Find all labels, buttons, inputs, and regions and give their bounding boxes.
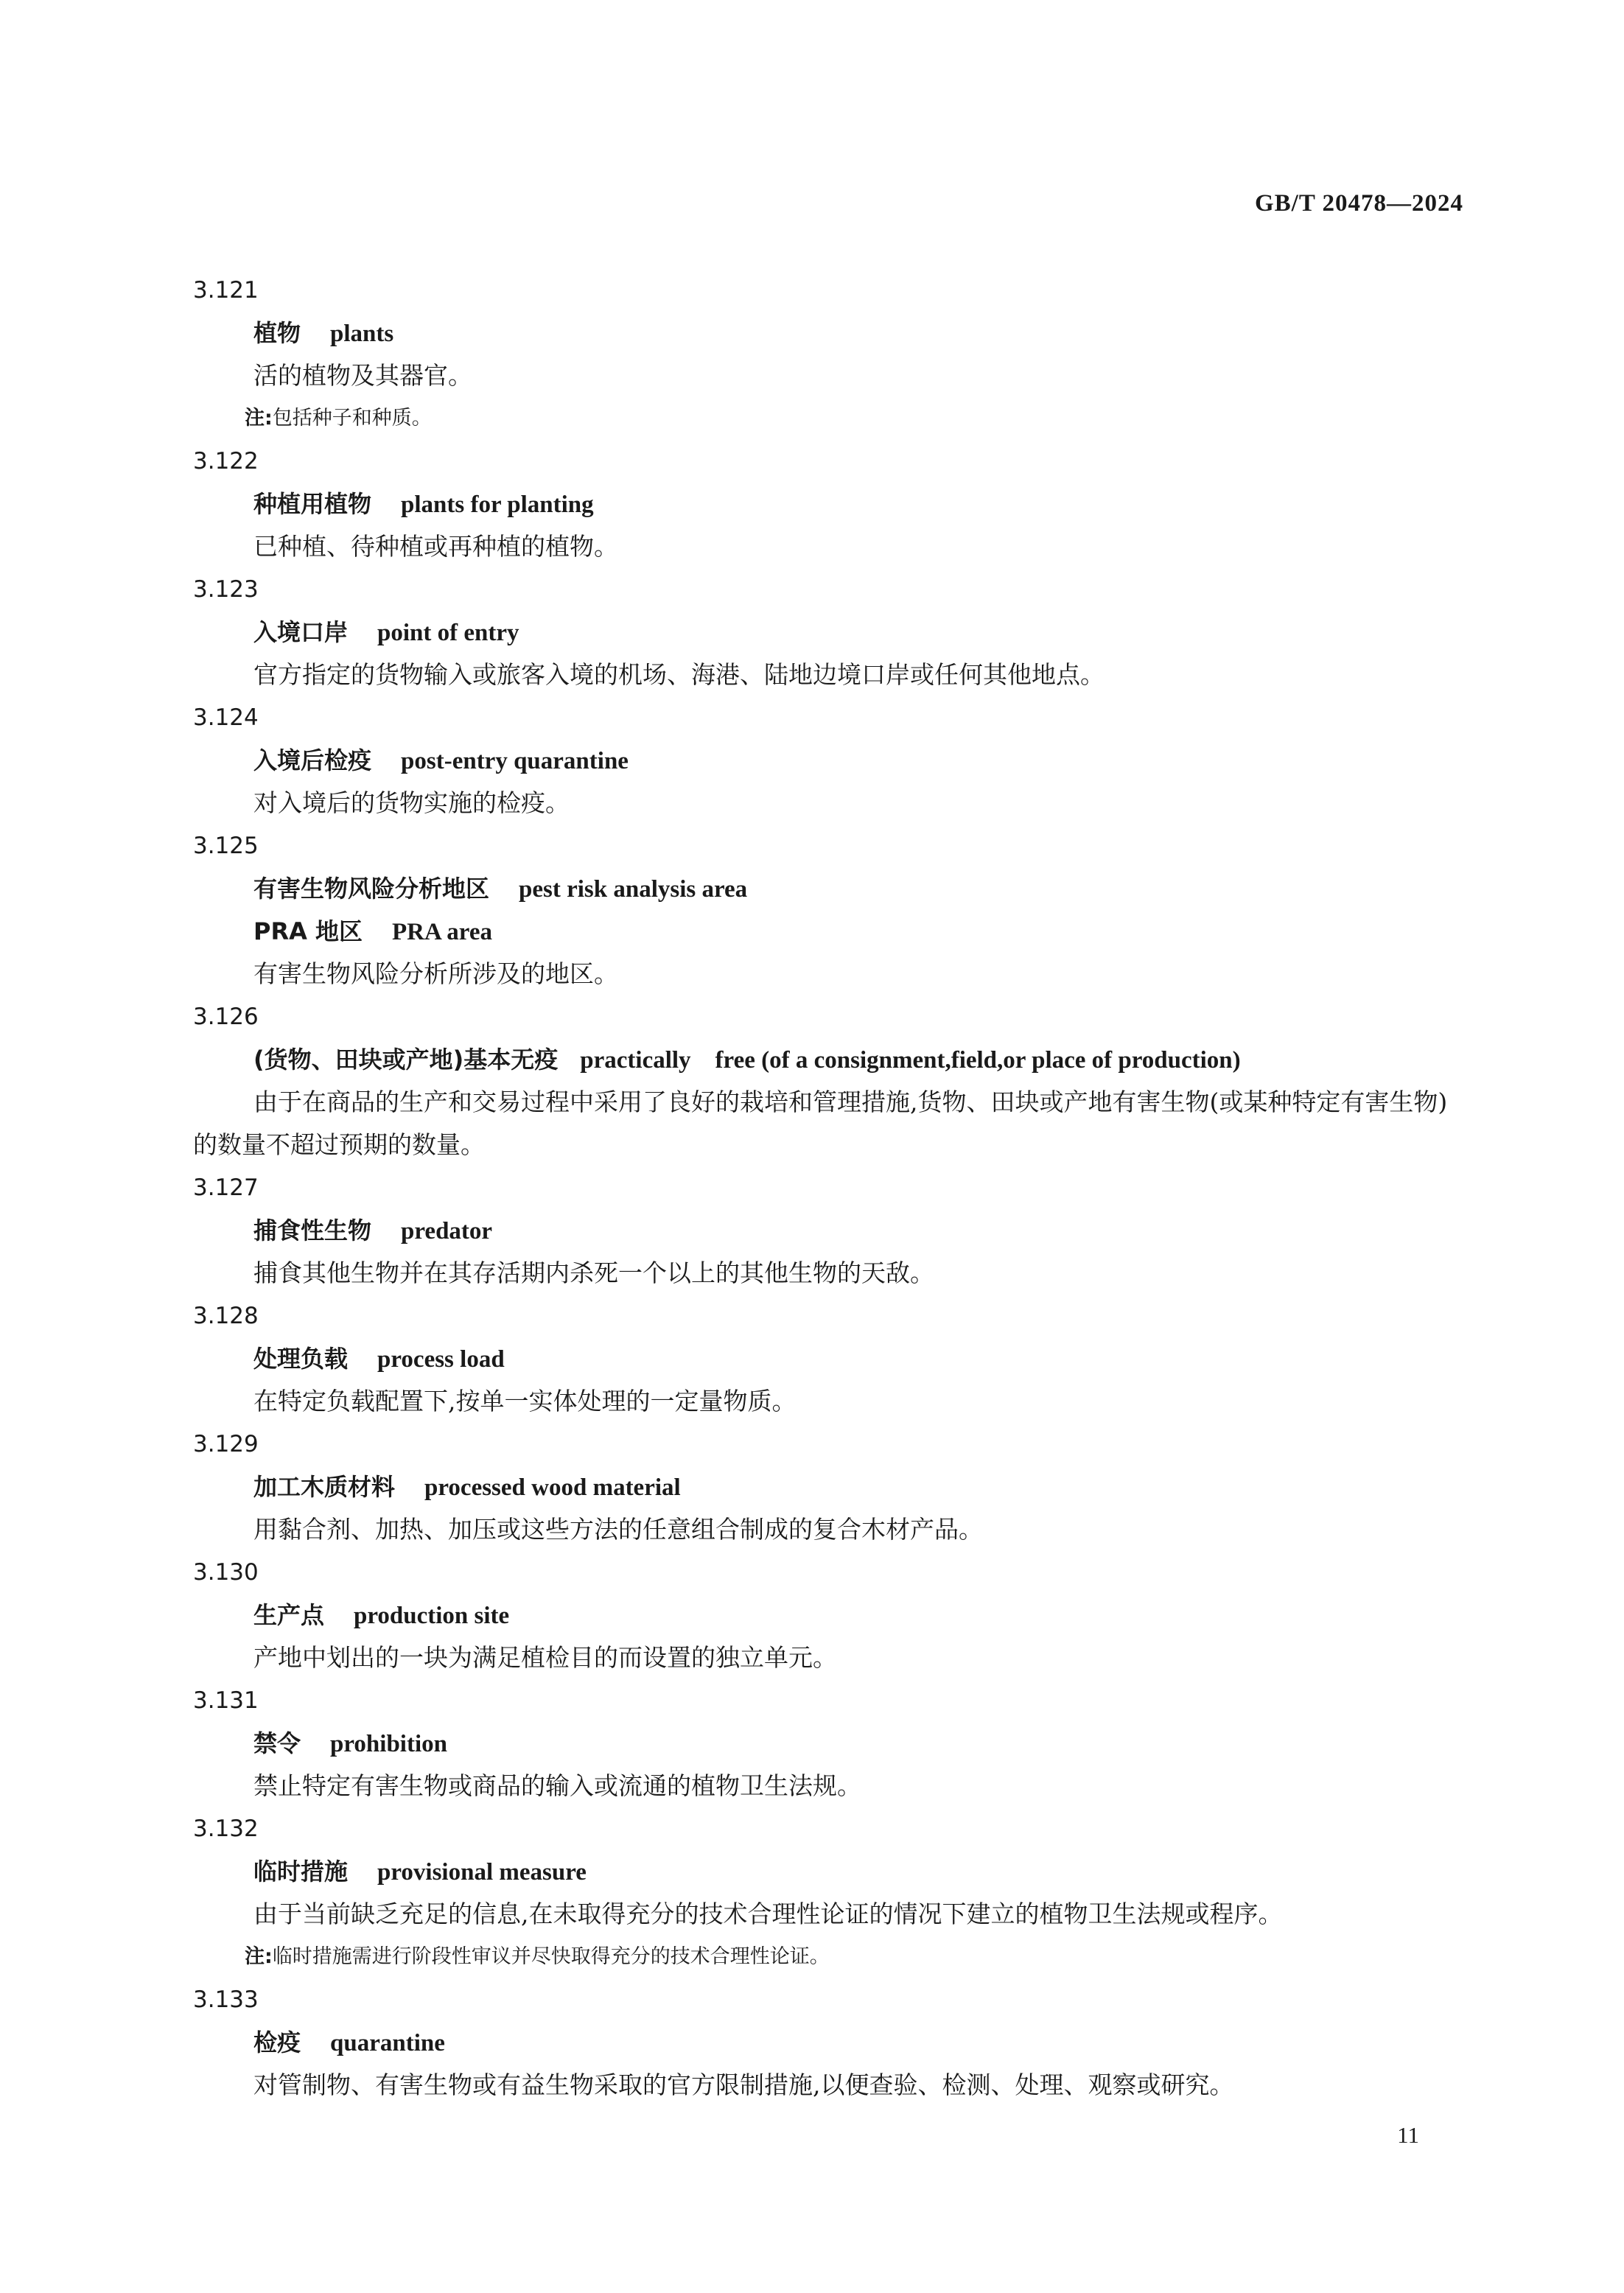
entry-number: 3.127 — [193, 1174, 259, 1201]
note-label: 注: — [245, 1945, 273, 1968]
term-en: production site — [354, 1603, 510, 1629]
term-en: PRA area — [392, 919, 492, 945]
term-heading — [253, 312, 1468, 354]
term-zh: 禁令 — [253, 1729, 301, 1757]
term-zh: PRA 地区 — [253, 917, 363, 945]
term-note — [245, 1936, 1468, 1978]
term-definition: 对管制物、有害生物或有益生物采取的官方限制措施,以便查验、检测、处理、观察或研究。 — [253, 2070, 1234, 2099]
note-text: 包括种子和种质。 — [272, 407, 432, 430]
entry-number: 3.129 — [193, 1431, 259, 1457]
term-entry — [193, 1295, 1468, 1423]
term-heading — [253, 1594, 1468, 1636]
term-heading — [253, 1209, 1468, 1252]
term-en: provisional measure — [377, 1859, 587, 1886]
term-en: pest risk analysis area — [519, 876, 748, 903]
term-note — [245, 397, 1468, 440]
term-zh: 加工木质材料 — [253, 1473, 396, 1501]
terms-list — [193, 269, 1468, 2107]
term-heading — [253, 1722, 1468, 1765]
term-heading — [253, 867, 1468, 910]
term-abbreviation — [253, 910, 1468, 953]
term-en: quarantine — [330, 2030, 445, 2056]
term-en: processed wood material — [424, 1474, 681, 1501]
term-entry — [193, 995, 1468, 1166]
entry-number: 3.123 — [193, 576, 259, 603]
term-entry — [193, 1679, 1468, 1807]
term-entry — [193, 825, 1468, 995]
term-definition: 在特定负载配置下,按单一实体处理的一定量物质。 — [253, 1387, 797, 1415]
entry-number: 3.124 — [193, 704, 259, 731]
entry-number: 3.133 — [193, 1986, 259, 2013]
term-entry — [193, 1551, 1468, 1679]
term-zh: 生产点 — [253, 1601, 325, 1629]
term-definition: 用黏合剂、加热、加压或这些方法的任意组合制成的复合木材产品。 — [253, 1515, 983, 1544]
term-en: point of entry — [377, 620, 519, 646]
term-heading — [253, 483, 1468, 525]
term-entry — [193, 696, 1468, 825]
entry-number: 3.128 — [193, 1303, 259, 1329]
term-heading — [253, 1466, 1468, 1508]
term-zh: 捕食性生物 — [253, 1216, 372, 1244]
term-entry — [193, 1978, 1468, 2107]
term-heading — [253, 739, 1468, 782]
term-definition: 由于在商品的生产和交易过程中采用了良好的栽培和管理措施,货物、田块或产地有害生物(或某种特定有害生物)的数量不超过预期的数量。 — [193, 1088, 1448, 1159]
term-zh: 有害生物风险分析地区 — [253, 875, 490, 903]
term-entry — [193, 269, 1468, 440]
term-entry — [193, 1807, 1468, 1978]
term-definition: 捕食其他生物并在其存活期内杀死一个以上的其他生物的天敌。 — [253, 1258, 934, 1287]
term-definition: 产地中划出的一块为满足植检目的而设置的独立单元。 — [253, 1643, 837, 1672]
page-number: 11 — [1397, 2122, 1419, 2148]
term-definition: 禁止特定有害生物或商品的输入或流通的植物卫生法规。 — [253, 1771, 861, 1800]
entry-number: 3.132 — [193, 1816, 259, 1842]
entry-number: 3.125 — [193, 833, 259, 859]
note-text: 临时措施需进行阶段性审议并尽快取得充分的技术合理性论证。 — [272, 1945, 830, 1968]
term-zh: 入境口岸 — [253, 618, 349, 646]
entry-number: 3.131 — [193, 1687, 259, 1714]
term-zh: 临时措施 — [253, 1858, 349, 1886]
term-definition: 对入境后的货物实施的检疫。 — [253, 788, 570, 817]
term-heading — [253, 1038, 1468, 1081]
term-heading — [253, 611, 1468, 654]
term-en: predator — [401, 1218, 493, 1244]
term-definition: 有害生物风险分析所涉及的地区。 — [253, 959, 618, 988]
term-zh: 植物 — [253, 319, 301, 347]
entry-number: 3.122 — [193, 448, 259, 475]
standard-code: GB/T 20478—2024 — [1254, 190, 1463, 217]
note-label: 注: — [245, 407, 273, 430]
term-definition: 官方指定的货物输入或旅客入境的机场、海港、陆地边境口岸或任何其他地点。 — [253, 660, 1105, 689]
term-heading — [253, 1850, 1468, 1893]
term-entry — [193, 568, 1468, 696]
term-zh: (货物、田块或产地)基本无疫 — [253, 1046, 559, 1074]
entry-number: 3.121 — [193, 277, 259, 304]
term-zh: 入境后检疫 — [253, 746, 372, 774]
term-zh: 处理负载 — [253, 1345, 349, 1373]
term-en: plants — [330, 321, 394, 347]
term-heading — [253, 2021, 1468, 2064]
entry-number: 3.126 — [193, 1004, 259, 1030]
term-en: post-entry quarantine — [401, 748, 629, 774]
term-heading — [253, 1337, 1468, 1380]
term-en: plants for planting — [401, 491, 594, 518]
term-entry — [193, 440, 1468, 568]
term-en: process load — [377, 1346, 505, 1373]
term-en: practically free (of a consignment,field,or place of production) — [580, 1047, 1241, 1074]
term-definition: 活的植物及其器官。 — [253, 361, 472, 390]
term-entry — [193, 1423, 1468, 1551]
entry-number: 3.130 — [193, 1559, 259, 1586]
term-definition: 由于当前缺乏充足的信息,在未取得充分的技术合理性论证的情况下建立的植物卫生法规或程序。 — [253, 1900, 1283, 1928]
term-zh: 种植用植物 — [253, 490, 372, 518]
term-entry — [193, 1166, 1468, 1295]
term-en: prohibition — [330, 1731, 447, 1757]
term-zh: 检疫 — [253, 2028, 301, 2056]
term-definition: 已种植、待种植或再种植的植物。 — [253, 532, 618, 561]
